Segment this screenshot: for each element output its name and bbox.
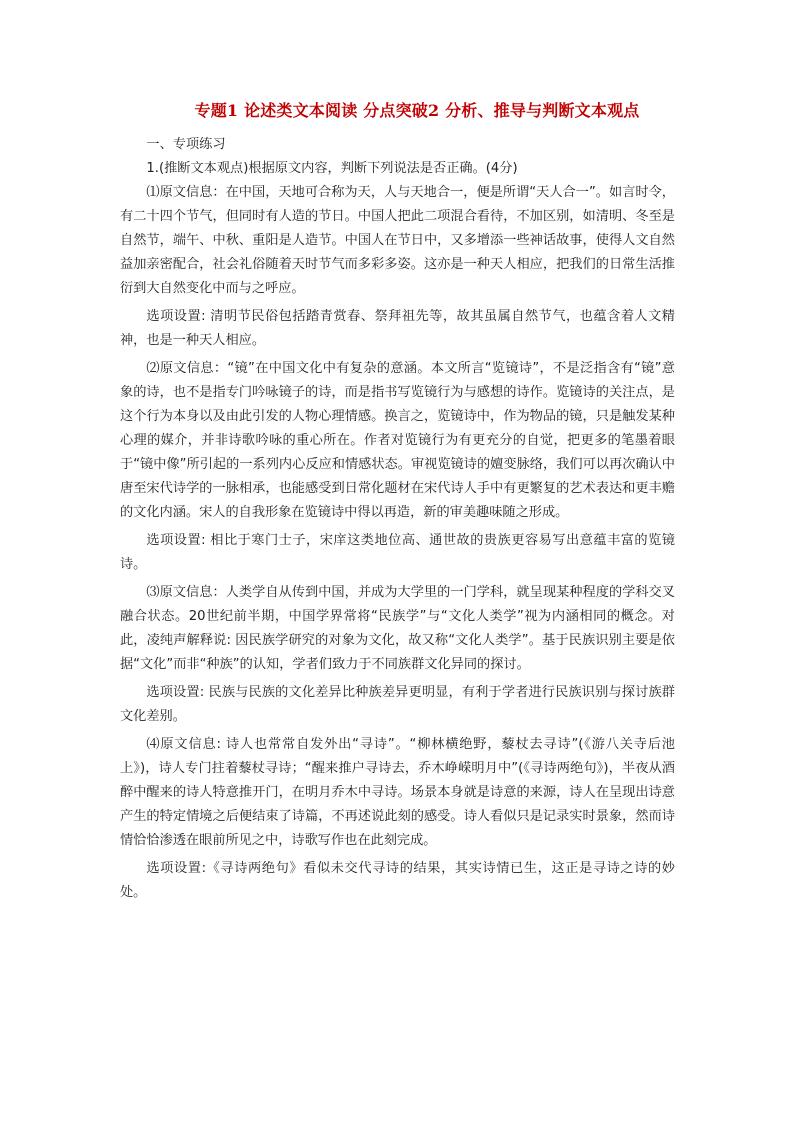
document-body xyxy=(120,133,675,905)
item-2-option: 选项设置: 相比于寒门士子，宋庠这类地位高、通世故的贵族更容易写出意蕴丰富的览镜诗。 xyxy=(120,533,675,572)
section-heading: 一、专项练习 xyxy=(146,137,226,152)
item-2-source: ⑵原文信息：“镜”在中国文化中有复杂的意涵。本文所言“览镜诗”，不是泛指含有“镜”意象的诗，也不是指专门吟咏镜子的诗，而是指书写览镜行为与感想的诗作。览镜诗的关注点，是这个行为本身以及由此引发的人物心理情感。换言之，览镜诗中，作为物品的镜，只是触发某种心理的媒介，并非诗歌吟咏的重心所在。作者对览镜行为有更充分的自觉，把更多的笔墨着眼于“镜中像”所引起的一系列内心反应和情感状态。审视览镜诗的嬗变脉络，我们可以再次确认中唐至宋代诗学的一脉相承，也能感受到日常化题材在宋代诗人手中有更繁复的艺术表达和更丰赡的文化内涵。宋人的自我形象在览镜诗中得以再造，新的审美趣味随之形成。 xyxy=(120,361,675,520)
item-1-source: ⑴原文信息：在中国，天地可合称为天，人与天地合一，便是所谓“天人合一”。如言时令，有二十四个节气，但同时有人造的节日。中国人把此二项混合看待，不加区别，如清明、冬至是自然节，端午、中秋、重阳是人造节。中国人在节日中，又多增添一些神话故事，使得人文自然益加亲密配合，社会礼俗随着天时节气而多彩多姿。这亦是一种天人相应，把我们的日常生活推衍到大自然变化中而与之呼应。 xyxy=(120,185,675,296)
item-3-option: 选项设置: 民族与民族的文化差异比种族差异更明显，有利于学者进行民族识别与探讨族群文化差别。 xyxy=(120,685,675,724)
item-4-option: 选项设置:《寻诗两绝句》看似未交代寻诗的结果，其实诗情已生，这正是寻诗之诗的妙处。 xyxy=(120,861,675,900)
item-1-option: 选项设置: 清明节民俗包括踏青赏春、祭拜祖先等，故其虽属自然节气，也蕴含着人文精神，也是一种天人相应。 xyxy=(120,309,675,348)
item-3-source: ⑶原文信息：人类学自从传到中国，并成为大学里的一门学科，就呈现某种程度的学科交叉融合状态。20世纪前半期，中国学界常将“民族学”与“文化人类学”视为内涵相同的概念。对此，凌纯声解释说: 因民族学研究的对象为文化，故又称“文化人类学”。基于民族识别主要是依据“文化”而非“种族”的认知，学者们致力于不同族群文化异同的探讨。 xyxy=(120,585,675,672)
page-title: 专题1 论述类文本阅读 分点突破2 分析、推导与判断文本观点 xyxy=(194,101,640,120)
question-stem: 1.(推断文本观点)根据原文内容，判断下列说法是否正确。(4分) xyxy=(146,161,518,176)
item-4-source: ⑷原文信息: 诗人也常常自发外出“寻诗”。“柳林横绝野，藜杖去寻诗”(《游八关寺后池上》)，诗人专门拄着藜杖寻诗；“醒来推户寻诗去，乔木峥嵘明月中”(《寻诗两绝句》)，半夜从酒醉中醒来的诗人特意推开门，在明月乔木中寻诗。场景本身就是诗意的来源，诗人在呈现出诗意产生的特定情境之后便结束了诗篇，不再述说此刻的感受。诗人看似只是记录实时景象，然而诗情恰恰渗透在眼前所见之中，诗歌写作也在此刻完成。 xyxy=(120,737,675,848)
